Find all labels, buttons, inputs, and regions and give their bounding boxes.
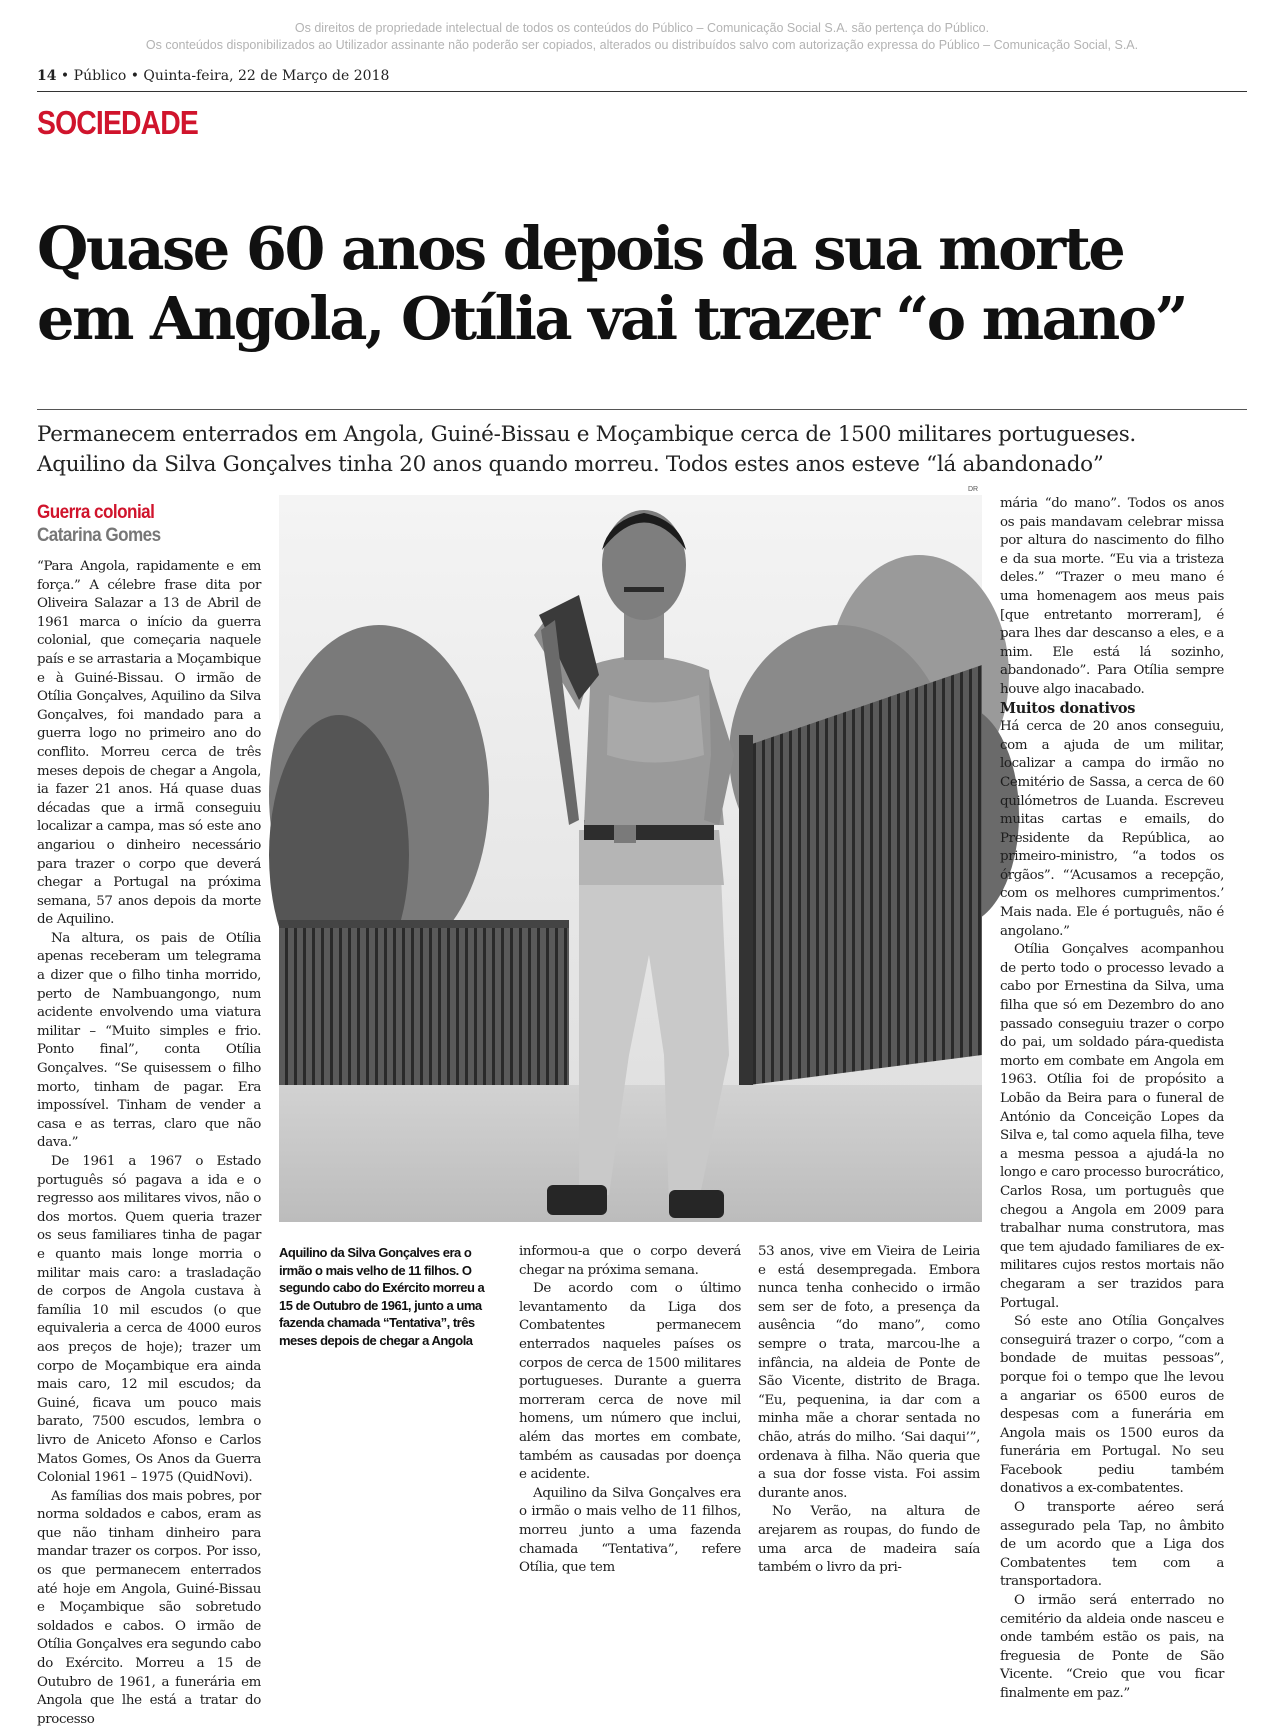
paragraph: 53 anos, vive em Vieira de Leiria e está desempregada. Embora nunca tenha conhecido o irmão sem ser de foto, a presença da ausência “do mano”, como sempre o trata, marcou-lhe a infância, na aldeia de Ponte de São Vicente, distrito de Braga. “Eu, pequenina, ia dar com a minha mãe a chorar sentada no chão, atrás do milho. ‘Sai daqui’”, ordenava à filha. Não queria que a sua dor fosse vista. Foi assim durante anos. — [758, 1244, 980, 1501]
photo-credit: DR — [968, 486, 979, 493]
byline-author: Catarina Gomes — [37, 525, 161, 546]
paragraph: Otília Gonçalves acompanhou de perto todo o processo levado a cabo por Ernestina da Silva, uma filha que só em Dezembro do ano passado conseguiu trazer o corpo do pai, um soldado pára-quedista morto em combate em Angola em 1963. Otília foi de propósito a Lobão da Beira para o funeral de António da Conceição Lopes da Silva e, tal como aquela filha, teve a mesma pessoa a ajudá-la no longo e caro processo burocrático, Carlos Rosa, um português que chegou a Angola em 2009 para trabalhar numa construtora, mas que tem ajudado familiares de ex-militares cujos restos mortais não chegaram a ser trazidos para Portugal. — [1000, 942, 1224, 1311]
paragraph: “Para Angola, rapidamente e em força.” A célebre frase dita por Oliveira Salazar a 13 de Abril de 1961 marca o início da guerra colonial, que começaria naquele país e se arrastaria a Moçambique e à Guiné-Bissau. O irmão de Otília Gonçalves, Aquilino da Silva Gonçalves, foi mandado para a guerra logo no primeiro ano do conflito. Morreu cerca de três meses depois de chegar a Angola, ia fazer 21 anos. Há quase duas décadas que a irmã conseguiu localizar a campa, mas só este ano angariou o dinheiro necessário para trazer o corpo que deverá chegar a Portugal na próxima semana, 57 anos depois da morte de Aquilino. — [37, 559, 261, 928]
paragraph: No Verão, na altura de arejarem as roupas, do fundo de uma arca de madeira saía também o livro da pri- — [758, 1504, 980, 1576]
headline — [37, 214, 1257, 354]
paragraph: De 1961 a 1967 o Estado português só pagava a ida e o regresso aos militares vivos, não o dos mortos. Quem queria trazer os seus familiares tinha de pagar e quanto mais longe morria o militar mais caro: a trasladação de corpos de Angola custava à família 10 mil escudos (o que equivaleria a cerca de 4000 euros aos preços de hoje); trazer um corpo de Moçambique era ainda mais caro, 12 mil escudos; da Guiné, ficava um pouco mais barato, 7500 escudos, lembra o livro de Aniceto Afonso e Carlos Matos Gomes, Os Anos da Guerra Colonial 1961 – 1975 (QuidNovi). — [37, 1154, 261, 1486]
photo-soldier — [279, 495, 982, 1222]
paragraph: O irmão será enterrado no cemitério da aldeia onde nasceu e onde também estão os pais, na freguesia de Ponte de São Vicente. “Creio que vou ficar finalmente em paz.” — [1000, 1593, 1224, 1701]
copyright-line-2: Os conteúdos disponibilizados ao Utilizador assinante não poderão ser copiados, alterados ou distribuídos salvo com autorização expressa do Público – Comunicação Social, S.A. — [145, 38, 1139, 52]
lead-paragraph — [37, 420, 1257, 480]
paragraph: O transporte aéreo será assegurado pela Tap, no âmbito de um acordo que a Liga dos Combatentes tem com a transportadora. — [1000, 1500, 1224, 1590]
paragraph: Há cerca de 20 anos conseguiu, com a ajuda de um militar, localizar a campa do irmão no Cemitério de Sassa, a cerca de 60 quilómetros de Luanda. Escreveu muitas cartas e emails, do Presidente da República, ao primeiro-ministro, “a todos os órgãos”. “‘Acusamos a recepção, com os melhores cumprimentos.’ Mais nada. Ele é português, não é angolano.” — [1000, 719, 1224, 939]
paragraph: Aquilino da Silva Gonçalves era o irmão o mais velho de 11 filhos, morreu junto a uma fazenda chamada “Tentativa”, refere Otília, que tem — [519, 1485, 741, 1576]
headline-line-1: Quase 60 anos depois da sua morte — [37, 214, 1124, 283]
paragraph: As famílias dos mais pobres, por norma soldados e cabos, eram as que não tinham dinheiro para mandar trazer os corpos. Por isso, os que permanecem enterrados até hoje em Angola, Guiné-Bissau e Moçambique são sobretudo soldados e cabos. O irmão de Otília Gonçalves era segundo cabo do Exército. Morreu a 15 de Outubro de 1961, a funerária em Angola que lhe está a tratar do processo — [37, 1488, 261, 1727]
section-label: SOCIEDADE — [37, 104, 198, 141]
lead-line-1: Permanecem enterrados em Angola, Guiné-Bissau e Moçambique cerca de 1500 militares portugueses. — [37, 422, 1136, 447]
body-column-1 — [37, 558, 261, 1729]
paragraph: informou-a que o corpo deverá chegar na próxima semana. — [519, 1244, 741, 1278]
body-column-3 — [758, 1243, 980, 1578]
top-rule — [37, 91, 1247, 92]
body-column-4 — [1000, 495, 1224, 1704]
subheading: Muitos donativos — [1000, 699, 1136, 717]
lead-line-2: Aquilino da Silva Gonçalves tinha 20 anos quando morreu. Todos estes anos esteve “lá abandonado” — [37, 452, 1104, 477]
paragraph: Só este ano Otília Gonçalves conseguirá trazer o corpo, “com a bondade de muitas pessoas”, porque foi o tempo que lhe levou a angariar os 6500 euros de despesas com a funerária em Angola mais os 1500 euros da funerária em Portugal. No seu Facebook pediu também donativos a ex-combatentes. — [1000, 1314, 1224, 1497]
photo-illustration — [279, 495, 982, 1222]
page-folio — [37, 68, 389, 84]
copyright-line-1: Os direitos de propriedade intelectual de todos os conteúdos do Público – Comunicação Social S.A. são pertença do Público. — [294, 21, 990, 35]
copyright-notice — [0, 20, 1284, 54]
body-column-2 — [519, 1243, 741, 1578]
lead-rule — [37, 409, 1247, 410]
folio-date: • Público • Quinta-feira, 22 de Março de 2018 — [56, 68, 390, 84]
page-number: 14 — [37, 68, 57, 84]
paragraph: Na altura, os pais de Otília apenas receberam um telegrama a dizer que o filho tinha morrido, perto de Nambuangongo, num acidente envolvendo uma viatura militar – “Muito simples e frio. Ponto final”, conta Otília Gonçalves. “Se quisessem o filho morto, tinham de pagar. Era impossível. Tinham de vender a casa e as terras, claro que não dava.” — [37, 930, 261, 1151]
paragraph: mária “do mano”. Todos os anos os pais mandavam celebrar missa por altura do nascimento do filho e da sua morte. “Eu via a tristeza deles.” “Trazer o meu mano é uma homenagem aos meus pais [que entretanto morreram], é para lhes dar descanso a eles, e a mim. Ele está lá sozinho, abandonado”. Para Otília sempre houve algo inacabado. — [1000, 496, 1224, 697]
photo-caption: Aquilino da Silva Gonçalves era o irmão o mais velho de 11 filhos. O segundo cabo do Exército morreu a 15 de Outubro de 1961, junto a uma fazenda chamada “Tentativa”, três meses depois de chegar a Angola — [279, 1245, 485, 1348]
headline-line-2: em Angola, Otília vai trazer “o mano” — [37, 284, 1187, 353]
paragraph: De acordo com o último levantamento da Liga dos Combatentes permanecem enterrados naqueles países os corpos de cerca de 1500 militares portugueses. Durante a guerra morreram cerca de nove mil homens, um número que inclui, além das mortes em combate, também as causadas por doença e acidente. — [519, 1281, 741, 1483]
kicker: Guerra colonial — [37, 502, 155, 523]
